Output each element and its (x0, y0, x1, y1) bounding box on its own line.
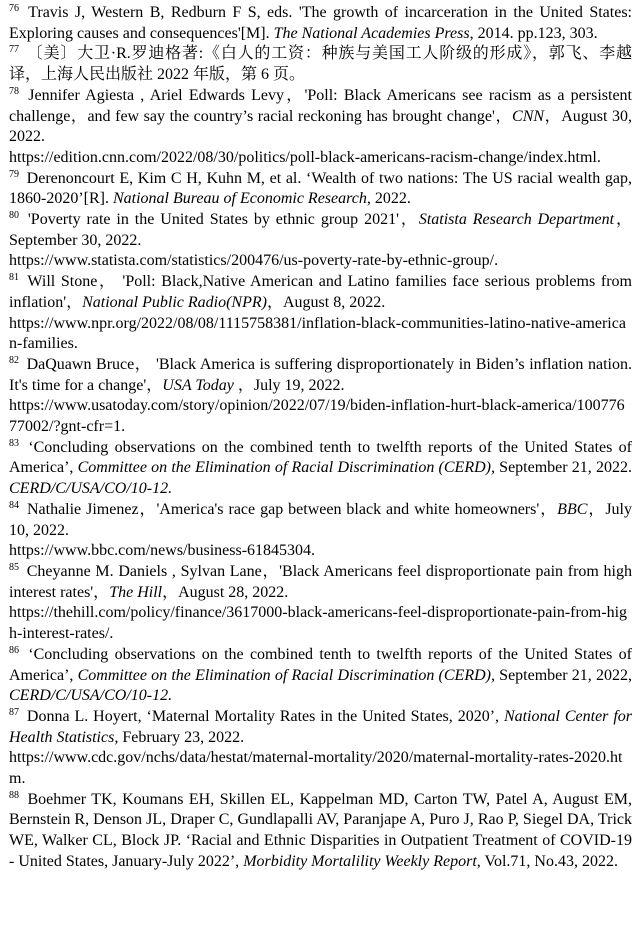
source-name: The Hill (109, 583, 163, 601)
footnote-text: September 21, 2022. (494, 459, 633, 477)
footnote-85 (9, 562, 632, 645)
footnote-text: Derenoncourt E, Kim C H, Kuhn M, et al. ‘Wealth of two nations: The US racial wealth gap, 1860-2020’[R]. (9, 169, 632, 208)
footnote-text: Vol.71, No.43, 2022. (480, 852, 618, 870)
footnote-url: https://www.usatoday.com/story/opinion/2022/07/19/biden-inflation-hurt-black-america/10077677002/?gnt-cfr=1. (9, 397, 625, 436)
source-name: Committee on the Elimination of Racial Discrimination (CERD), (77, 459, 495, 477)
footnote-text: ，July 19, 2022. (233, 376, 345, 394)
footnote-number: 81 (9, 272, 19, 284)
footnote-text: February 23, 2022. (118, 728, 245, 746)
source-name: National Public Radio(NPR) (82, 293, 267, 311)
footnote-84 (9, 500, 632, 562)
source-name: CNN (512, 107, 545, 125)
document-code: CERD/C/USA/CO/10-12. (9, 687, 173, 705)
footnote-text: ，August 30, 2022. (9, 107, 632, 146)
source-name: BBC (557, 500, 588, 518)
footnote-number: 79 (9, 168, 19, 180)
source-name: Statista Research Department (418, 211, 615, 229)
footnote-text: Cheyanne M. Daniels , Sylvan Lane，'Black Americans feel disproportionate pain from high interest rates'， (9, 562, 632, 601)
footnote-79 (9, 169, 632, 210)
source-name: National Bureau of Economic Research (112, 190, 367, 208)
footnote-url: https://www.bbc.com/news/business-61845304. (9, 542, 316, 560)
footnote-text: , 2014. pp.123, 303. (469, 24, 598, 42)
footnote-87 (9, 707, 632, 790)
footnote-83 (9, 438, 632, 500)
source-name: The National Academies Press (273, 24, 470, 42)
footnote-88 (9, 790, 632, 873)
footnote-url: https://www.npr.org/2022/08/08/1115758381/inflation-black-communities-latino-native-american-families. (9, 314, 626, 353)
footnote-text: ‘Concluding observations on the combined tenth to twelfth reports of the United States of America’, (9, 438, 632, 477)
document-code: CERD/C/USA/CO/10-12. (9, 480, 173, 498)
footnote-text: Donna L. Hoyert, ‘Maternal Mortality Rates in the United States, 2020’, (22, 707, 504, 725)
footnote-number: 82 (9, 354, 19, 366)
footnote-76 (9, 3, 632, 44)
footnote-number: 85 (9, 561, 19, 573)
footnote-number: 84 (9, 499, 19, 511)
footnote-81 (9, 272, 632, 355)
footnote-text: ，August 8, 2022. (266, 293, 386, 311)
footnote-text: Travis J, Western B, Redburn F S, eds. 'The growth of incarceration in the United States: Exploring causes and consequences'[M]. (9, 4, 632, 42)
footnote-number: 77 (9, 44, 19, 56)
footnote-text: September 21, 2022, (494, 666, 633, 684)
footnote-url: https://www.statista.com/statistics/200476/us-poverty-rate-by-ethnic-group/. (9, 252, 499, 270)
footnote-80 (9, 210, 632, 272)
footnote-url: https://edition.cnn.com/2022/08/30/politics/poll-black-americans-racism-change/index.html. (9, 148, 601, 166)
footnote-text: 〔美〕大卫·R.罗迪格著:《白人的工资：种族与美国工人阶级的形成》，郭飞、李越译，上海人民出版社 2022 年版，第 6 页。 (9, 45, 632, 84)
footnote-text: ，September 30, 2022. (9, 211, 632, 249)
footnote-number: 86 (9, 644, 19, 656)
footnote-number: 78 (9, 85, 19, 97)
source-name: USA Today (162, 376, 234, 394)
footnote-number: 83 (9, 437, 19, 449)
source-name: Morbidity Mortalility Weekly Report, (243, 852, 481, 870)
source-name: National Center for Health Statistics, (9, 707, 632, 746)
footnote-number: 80 (9, 210, 19, 222)
footnote-77 (9, 44, 632, 85)
footnote-number: 87 (9, 706, 19, 718)
footnote-78 (9, 86, 632, 169)
footnote-number: 88 (9, 789, 19, 801)
footnote-text: , 2022. (366, 190, 411, 208)
footnote-url: https://www.cdc.gov/nchs/data/hestat/maternal-mortality/2020/maternal-mortality-rates-2020.htm. (9, 749, 623, 788)
footnote-86 (9, 645, 632, 707)
footnote-text: DaQuawn Bruce， 'Black America is suffering disproportionately in Biden’s inflation nation. It's time for a change'， (9, 355, 632, 394)
footnote-text: Jennifer Agiesta , Ariel Edwards Levy，'Poll: Black Americans see racism as a persistent challenge，and few say the country’s racial reckoning has brought change'， (9, 86, 632, 125)
footnote-text: ，August 28, 2022. (162, 583, 289, 601)
footnote-82 (9, 355, 632, 438)
footnote-text: Will Stone， 'Poll: Black,Native American and Latino families face serious problems from inflation'， (9, 273, 632, 311)
footnote-text: ‘Concluding observations on the combined tenth to twelfth reports of the United States of America’, (9, 645, 632, 684)
footnote-text: Nathalie Jimenez，'America's race gap between black and white homeowners'， (22, 500, 558, 518)
source-name: Committee on the Elimination of Racial Discrimination (CERD), (77, 666, 495, 684)
footnote-number: 76 (9, 3, 19, 14)
footnote-text: 'Poverty rate in the United States by ethnic group 2021'， (22, 211, 419, 229)
footnote-text: ，July 10, 2022. (9, 500, 632, 539)
footnote-text: Boehmer TK, Koumans EH, Skillen EL, Kappelman MD, Carton TW, Patel A, August EM, Bernstein R, Denson JL, Draper C, Gundlapalli AV, Paranjape A, Puro J, Rao P, Siegel DA, Trick WE, Walker CL, Block JP. ‘Racial and Ethnic Disparities in Outpatient Treatment of COVID-19 - United States, January-July 2022’, (9, 790, 632, 870)
footnote-url: https://thehill.com/policy/finance/3617000-black-americans-feel-disproportionate-pain-from-high-interest-rates/. (9, 604, 628, 643)
